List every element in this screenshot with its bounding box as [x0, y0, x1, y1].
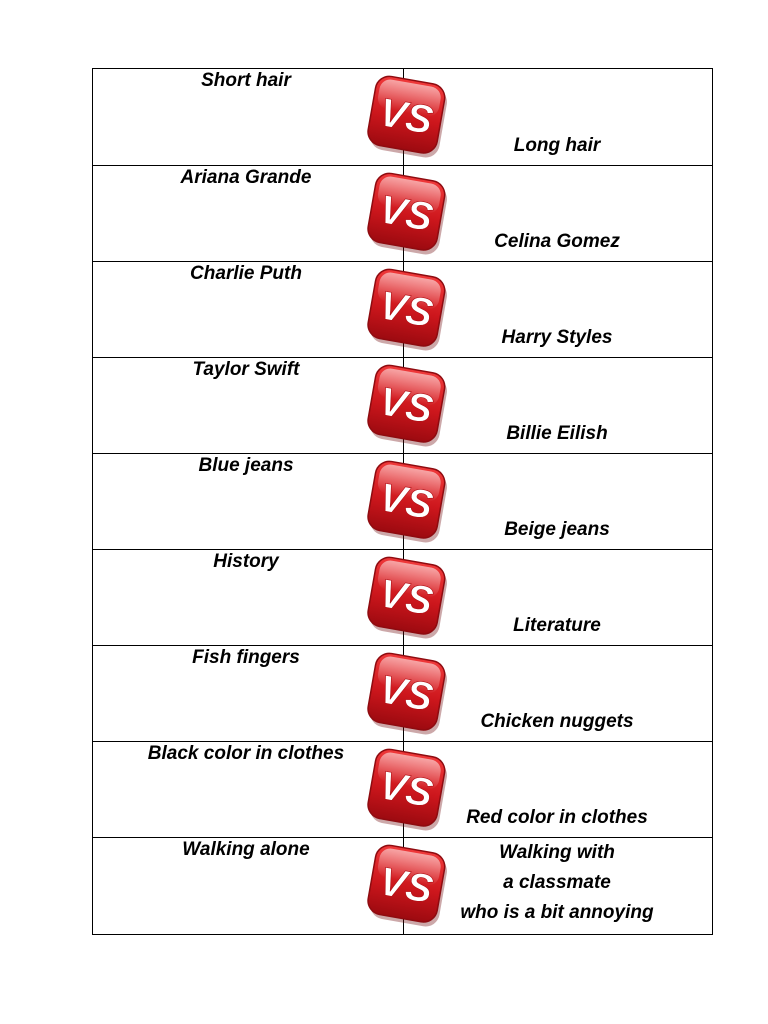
right-option: Long hair [513, 135, 601, 156]
vs-icon [365, 748, 451, 832]
vs-label: VS [375, 187, 437, 240]
vs-icon [365, 75, 451, 159]
right-option: Literature [513, 615, 601, 636]
vs-label: VS [375, 571, 437, 624]
vs-icon [365, 556, 451, 640]
comparison-table [92, 68, 713, 935]
comparison-row [93, 357, 712, 453]
right-option: Harry Styles [501, 327, 613, 348]
vs-icon [365, 268, 451, 352]
comparison-row [93, 261, 712, 357]
comparison-row [93, 645, 712, 741]
vs-icon [365, 364, 451, 448]
vs-label: VS [375, 763, 437, 816]
left-option: Taylor Swift [192, 359, 300, 380]
right-option: Billie Eilish [506, 423, 608, 444]
left-option: History [213, 551, 279, 572]
vs-label: VS [375, 283, 437, 336]
vs-label: VS [375, 859, 437, 912]
right-option: Celina Gomez [494, 231, 620, 252]
left-option: Walking alone [182, 839, 310, 860]
left-option: Ariana Grande [180, 167, 312, 188]
vs-icon [365, 652, 451, 736]
comparison-row [93, 453, 712, 549]
right-option-line: Walking with [499, 842, 615, 863]
comparison-row [93, 837, 712, 934]
vs-label: VS [375, 475, 437, 528]
left-option: Blue jeans [198, 455, 294, 476]
right-option: Chicken nuggets [480, 711, 634, 732]
vs-icon [365, 844, 451, 928]
vs-label: VS [375, 90, 437, 143]
left-option: Charlie Puth [190, 263, 302, 284]
comparison-row [93, 165, 712, 261]
vs-icon [365, 460, 451, 544]
comparison-row [93, 741, 712, 837]
vs-label: VS [375, 379, 437, 432]
comparison-row [93, 69, 712, 165]
left-option: Black color in clothes [147, 743, 345, 764]
right-option: Beige jeans [504, 519, 610, 540]
left-option: Short hair [201, 70, 291, 91]
right-option-line: who is a bit annoying [460, 902, 654, 923]
right-option: Red color in clothes [466, 807, 648, 828]
vs-icon [365, 172, 451, 256]
comparison-row [93, 549, 712, 645]
left-option: Fish fingers [192, 647, 300, 668]
right-option-line: a classmate [503, 872, 611, 893]
vs-label: VS [375, 667, 437, 720]
